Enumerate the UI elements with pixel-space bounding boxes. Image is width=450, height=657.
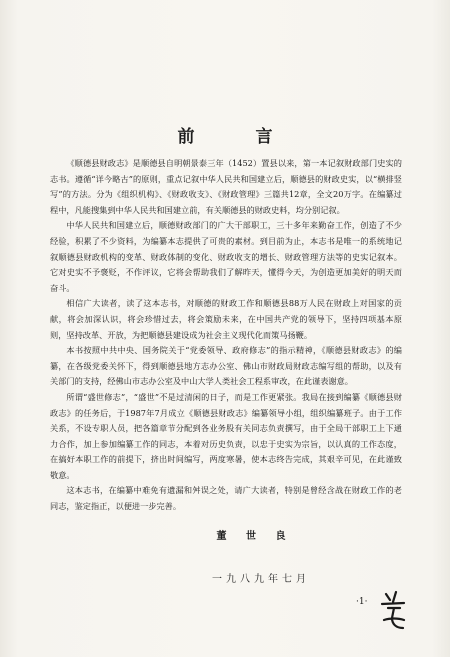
paragraph: 相信广大读者，读了这本志书，对顺德的财政工作和顺德县88万人民在财政上对国家的贡献，将会加深认识，将会珍惜过去，将会策励未来，在中国共产党的领导下，坚持四项基本原则，坚持改革、开放，为把顺德县建设成为社会主义现代化而策马扬鞭。: [50, 298, 402, 340]
paragraph: 本书按照中共中央、国务院关于“党委领导、政府修志”的指示精神，《顺德县财政志》的编纂，在各级党委关怀下，得到顺德县地方志办公室、佛山市财政局财政志编写组的帮助，以及有关部门的支持，经佛山市志办公室及中山大学人类社会工程系审改，在此谨表谢意。: [50, 345, 402, 387]
page-number: ·1·: [356, 597, 368, 607]
author-signature: 董 世 良: [216, 531, 294, 542]
signature-date: 一九八九年七月: [212, 574, 310, 585]
paragraph: 所谓“盛世修志”，“盛世”不是过清闲的日子，而是工作更紧张。我局在接到编纂《顺德县财政志》的任务后，于1987年7月成立《顺德县财政志》编纂领导小组，组织编纂班子。由于工作关系，不设专职人员，把各篇章节分配到各业务股有关同志负责撰写，由于全局干部职工上下通力合作，加上参加编纂工作的同志，本着对历史负责，以忠于史实为宗旨，以认真的工作态度，在搞好本职工作的前提下，挤出时间编写，两度寒暑，使本志终告完成，其艰辛可见，在此谨致敬意。: [50, 391, 402, 480]
paragraph: 这本志书，在编纂中难免有遗漏和舛误之处，请广大读者，特别是曾经含战在财政工作的老同志，鉴定指正，以便进一步完善。: [50, 485, 402, 512]
paragraph: 《顺德县财政志》是顺德县自明朝景泰三年（1452）置县以来，第一本记叙财政部门史实的志书。遵循“详今略古”的原则，重点记叙中华人民共和国建立后，顺德县的财政史实，以“横排竖写”的方法。分为《组织机构》、《财政收支》、《财政管理》三篇共12章，全文20万字。在编纂过程中，凡能搜集到中华人民共和国建立前，有关顺德县的财政史料，均分别记叙。: [50, 158, 402, 215]
preface-body: [50, 156, 402, 515]
handwritten-mark: [376, 588, 410, 632]
page-title: 前 言: [177, 127, 295, 147]
paragraph: 中华人民共和国建立后，顺德财政部门的广大干部职工，三十多年来勤奋工作，创造了不少经验，积累了不少资料，为编纂本志提供了可贵的素材。到目前为止，本志书是唯一的系统地记叙顺德县财政机构的变革、财政体制的变化、财政收支的增长、财政管理方法等的史实记叙本。它对史实不予褒贬，不作评议，它将会帮助我们了解昨天，懂得今天，为创造更加美好的明天而奋斗。: [50, 220, 402, 293]
